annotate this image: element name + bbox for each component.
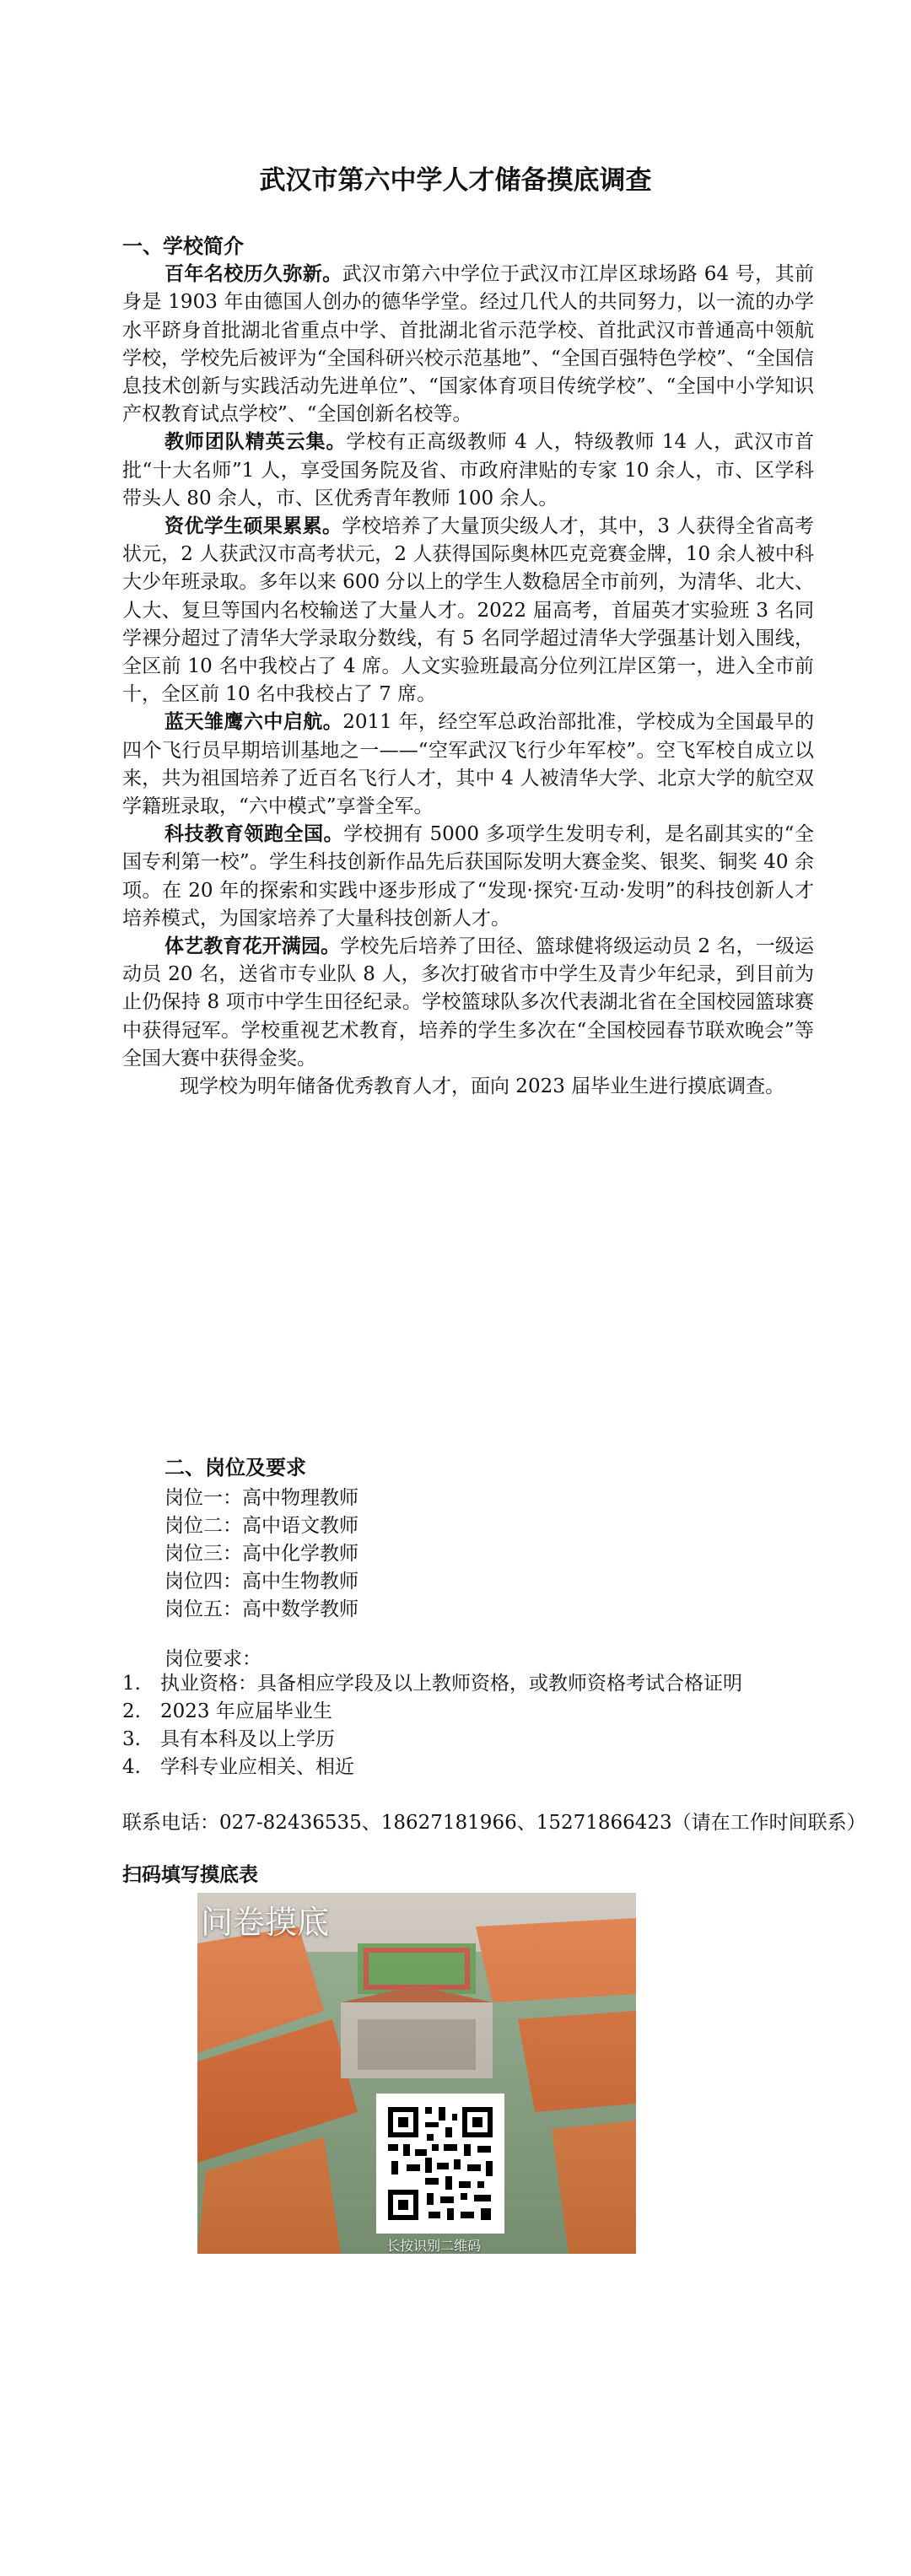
qr-code[interactable] <box>376 2094 504 2234</box>
requirement-number: 4. <box>122 1756 141 1778</box>
paragraph-text: 武汉市第六中学位于武汉市江岸区球场路 64 号，其前身是 1903 年由德国人创办的德华学堂。经过几代人的共同努力，以一流的办学水平跻身首批湖北省重点中学、首批湖北省示范学校、首批武汉市普通高中领航学校，学校先后被评为“全国科研兴校示范基地”、“全国百强特色学校”、“全国信息技术创新与实践活动先进单位”、“国家体育项目传统学校”、“全国中小学知识产权教育试点学校”、“全国创新名校等。 <box>122 263 814 426</box>
paragraph-lead: 蓝天雏鹰六中启航。 <box>164 711 343 734</box>
closing-statement: 现学校为明年储备优秀教育人才，面向 2023 届毕业生进行摸底调查。 <box>180 1075 785 1098</box>
page-title: 武汉市第六中学人才储备摸底调查 <box>259 165 652 196</box>
paragraph-lead: 体艺教育花开满园。 <box>164 935 341 958</box>
position-item: 岗位四：高中生物教师 <box>164 1571 358 1592</box>
requirement-item <box>122 1754 831 1781</box>
paragraph-text: 学校有正高级教师 4 人，特级教师 14 人，武汉市首批“十大名师”1 人，享受国务院及省、市政府津贴的专家 10 余人，市、区学科带头人 80 余人，市、区优秀青年教师 100 余人。 <box>122 431 815 509</box>
section-heading-positions: 二、岗位及要求 <box>164 1456 306 1479</box>
intro-paragraph <box>122 428 814 513</box>
poster-title: 问卷摸底 <box>201 1904 330 1941</box>
intro-paragraph <box>122 933 814 1073</box>
paragraph-text: 学校拥有 5000 多项学生发明专利，是名副其实的“全国专利第一校”。学生科技创新作品先后获国际发明大赛金奖、银奖、铜奖 40 余项。在 20 年的探索和实践中逐步形成了“发现·探究·互动·发明”的科技创新人才培养模式，为国家培养了大量科技创新人才。 <box>122 823 814 930</box>
paragraph-lead: 资优学生硕果累累。 <box>164 515 342 538</box>
position-item: 岗位一：高中物理教师 <box>164 1487 358 1509</box>
position-item: 岗位五：高中数学教师 <box>164 1598 358 1620</box>
position-item: 岗位二：高中语文教师 <box>164 1515 358 1537</box>
paragraph-lead: 百年名校历久弥新。 <box>164 263 342 286</box>
paragraph-text: 2011 年，经空军总政治部批准，学校成为全国最早的四个飞行员早期培训基地之一——“空军武汉飞行少年军校”。空飞军校自成立以来，共为祖国培养了近百名飞行人才，其中 4 人被清华大学、北京大学的航空双学籍班录取，“六中模式”享誉全军。 <box>122 711 814 818</box>
intro-paragraph <box>122 709 814 821</box>
poster-caption: 长按识别二维码 <box>386 2238 482 2254</box>
requirement-text: 学科专业应相关、相近 <box>160 1756 354 1778</box>
requirement-item <box>122 1670 831 1698</box>
requirement-item <box>122 1726 831 1754</box>
intro-paragraph <box>122 261 814 428</box>
intro-paragraph <box>122 821 814 933</box>
paragraph-text: 学校培养了大量顶尖级人才，其中，3 人获得全省高考状元，2 人获武汉市高考状元，2 人获得国际奥林匹克竞赛金牌，10 余人被中科大少年班录取。多年以来 600 分以上的学生人数稳居全市前列，为清华、北大、人大、复旦等国内名校输送了大量人才。2022 届高考，首届英才实验班 3 名同学裸分超过了清华大学录取分数线，有 5 名同学超过清华大学强基计划入围线，全区前 10 名中我校占了 4 席。人文实验班最高分位列江岸区第一，进入全市前十，全区前 10 名中我校占了 7 席。 <box>122 515 814 706</box>
qr-label: 扫码填写摸底表 <box>122 1864 258 1886</box>
paragraph-text: 学校先后培养了田径、篮球健将级运动员 2 名，一级运动员 20 名，送省市专业队 8 人，多次打破省市中学生及青少年纪录，到目前为止仍保持 8 项市中学生田径纪录。学校篮球队多次代表湖北省在全国校园篮球赛中获得冠军。学校重视艺术教育，培养的学生多次在“全国校园春节联欢晚会”等全国大赛中获得金奖。 <box>122 935 814 1070</box>
requirement-number: 1. <box>122 1673 141 1695</box>
paragraph-lead: 教师团队精英云集。 <box>164 431 347 454</box>
requirements-title: 岗位要求： <box>164 1648 261 1670</box>
intro-paragraph <box>122 513 814 709</box>
requirement-number: 3. <box>122 1728 141 1750</box>
survey-poster <box>197 1893 636 2254</box>
requirement-number: 2. <box>122 1700 141 1722</box>
school-intro-section <box>122 233 814 1101</box>
requirement-text: 2023 年应届毕业生 <box>160 1700 332 1722</box>
requirement-text: 执业资格：具备相应学段及以上教师资格，或教师资格考试合格证明 <box>160 1673 742 1695</box>
qr-code-icon <box>376 2094 504 2234</box>
requirements-list <box>122 1670 831 1781</box>
section-heading-positions-wrap <box>164 1454 856 1482</box>
section-heading-intro: 一、学校简介 <box>122 234 244 258</box>
paragraph-lead: 科技教育领跑全国。 <box>164 823 344 846</box>
position-list <box>164 1485 806 1624</box>
contact-phone: 联系电话：027-82436535、18627181966、15271866423（请在工作时间联系） <box>122 1812 866 1834</box>
requirement-text: 具有本科及以上学历 <box>160 1728 335 1750</box>
position-item: 岗位三：高中化学教师 <box>164 1543 358 1565</box>
requirement-item <box>122 1698 831 1726</box>
